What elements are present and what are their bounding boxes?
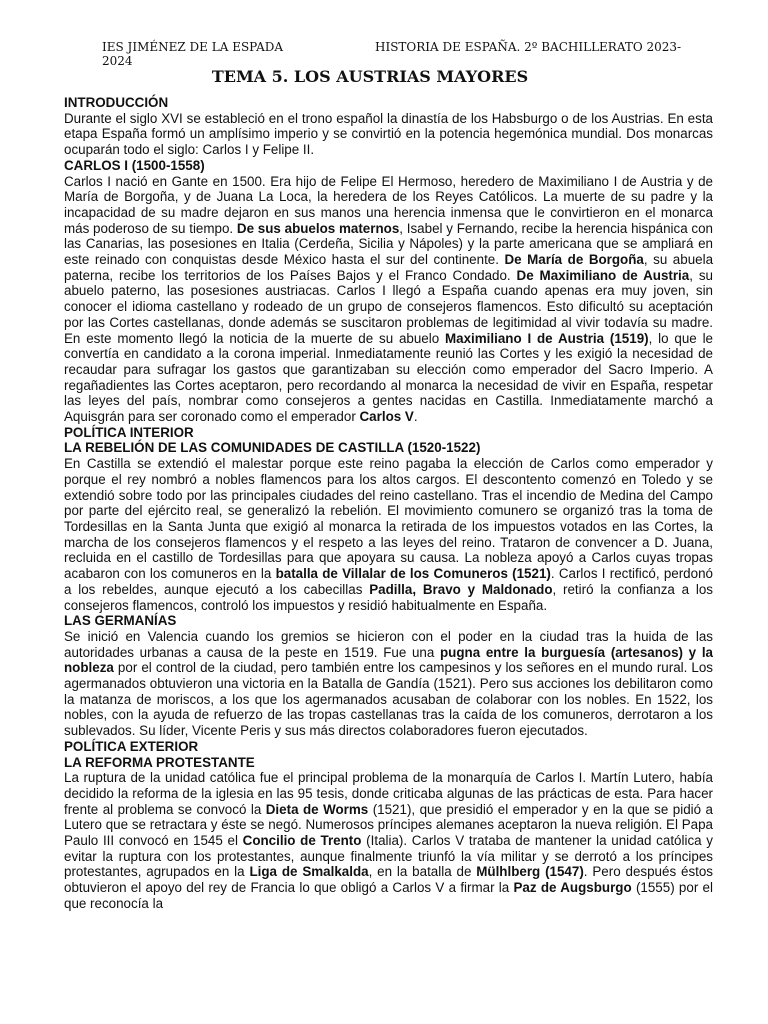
text-run: (Italia). Carlos V trataba de mantener la unidad católica y evitar la ruptura con los protestantes, aunque finalmente triunfó la vía militar y se derrotó a los príncipes protestantes, agrupados en la — [64, 833, 713, 880]
bold-term: Liga de Smalkalda — [249, 864, 369, 880]
section-heading-comunidades: LA REBELIÓN DE LAS COMUNIDADES DE CASTILLA (1520-1522) — [64, 440, 481, 456]
text-run: Carlos I nació en Gante en 1500. Era hijo de Felipe El Hermoso, heredero de Maximiliano I de Austria y de María de Borgoña, y de Juana La Loca, la heredera de los Reyes Católicos. La muerte de su padre y la incapacidad de su madre dejaron en sus manos una herencia inmensa que le convirtieron en el monarca más poderoso de su tiempo. — [64, 173, 713, 236]
header-school: IES JIMÉNEZ DE LA ESPADA — [102, 40, 284, 54]
text-run: (1521), que presidió el emperador y en la que se pidió a Lutero que se retractara y éste se negó. Numerosos príncipes alemanes aceptaron la nueva religión. El Papa Paulo III convocó en 1545 el — [64, 801, 713, 849]
section-heading-carlos: CARLOS I (1500-1558) — [64, 157, 205, 173]
bold-term: Maximiliano I de Austria (1519) — [445, 330, 649, 346]
text-run: La ruptura de la unidad católica fue el principal problema de la monarquía de Carlos I. Martín Lutero, había decidido la reforma de la iglesia en las 95 tesis, donde criticaba algunas de las prácticas de esta. Para hacer frente al problema se convocó la — [64, 770, 713, 817]
text-run: . Carlos I rectificó, perdonó a los rebeldes, aunque ejecutó a los cabecillas — [64, 566, 713, 597]
bold-term: batalla de Villalar de los Comuneros (1521) — [275, 566, 551, 582]
paragraph-reforma — [64, 770, 713, 911]
bold-term: Padilla, Bravo y Maldonado — [369, 581, 553, 597]
section-heading-politica-exterior: POLÍTICA EXTERIOR — [64, 738, 199, 754]
paragraph-intro: Durante el siglo XVI se estableció en el trono español la dinastía de los Habsburgo o de los Austrias. En esta etapa España formó un amplísimo imperio y se convirtió en la potencia hegemónica mundial. Dos monarcas ocuparán todo el siglo: Carlos I y Felipe II. — [64, 110, 713, 158]
page-title: TEMA 5. LOS AUSTRIAS MAYORES — [211, 67, 529, 86]
section-heading-intro: INTRODUCCIÓN — [64, 95, 169, 110]
text-run: , en la batalla de — [368, 864, 477, 880]
bold-term: De Maximiliano de Austria — [516, 267, 690, 283]
text-run: , Isabel y Fernando, recibe la herencia hispánica con las Canarias, las posesiones en Italia (Cerdeña, Sicilia y Nápoles) y la parte americana que se ampliará en este reinado con conquistas desde México hasta el sur del continente. — [64, 220, 714, 268]
paragraph-carlos — [64, 174, 713, 425]
paragraph-germanias — [64, 629, 713, 739]
bold-term: Concilio de Trento — [242, 833, 362, 849]
text-run: , retiró la confianza a los consejeros flamencos, controló los impuestos y residió habitualmente en España. — [64, 581, 713, 613]
section-heading-reforma: LA REFORMA PROTESTANTE — [64, 754, 255, 770]
text-run: por el control de la ciudad, pero también entre los campesinos y los señores en el mundo rural. Los agermanados obtuvieron una victoria en la Batalla de Gandía (1521). Pero sus acciones los debilitaron como la matanza de moriscos, a los que los agermanados acusaban de colaborar con los nobles. En 1522, los nobles, con la ayuda de refuerzo de las tropas castellanas tras la caída de los comuneros, derrotaron a los sublevados. Su líder, Vicente Peris y sus más directos colaboradores fueron ejecutados. — [64, 660, 713, 739]
bold-term: Carlos V — [359, 409, 414, 425]
bold-term: De María de Borgoña — [504, 252, 644, 268]
text-run: En Castilla se extendió el malestar porque este reino pagaba la elección de Carlos como emperador y porque el rey nombró a nobles flamencos para los altos cargos. El descontento comenzó en Toledo y se extendió sobre todo por las principales ciudades del reino castellano. Tras el incendio de Medina del Campo por parte del ejército real, se generalizó la rebelión. El movimiento comunero se organizó tras la toma de Tordesillas en la Santa Junta que exigió al monarca la retirada de los impuestos votados en las Cortes, la marcha de los consejeros flamencos y el respeto a las leyes del reino. Trataron de convencer a D. Juana, recluida en el castillo de Tordesillas para que apoyara su causa. La nobleza apoyó a Carlos cuyas tropas acabaron con los comuneros en la — [64, 456, 713, 582]
bold-term: Mülhlberg (1547) — [476, 864, 584, 880]
text-run: Se inició en Valencia cuando los gremios se hicieron con el poder en la ciudad tras la huida de las autoridades urbanas a causa de la peste en 1519. Fue una — [64, 628, 713, 660]
document-body — [64, 95, 713, 912]
bold-term: De sus abuelos maternos — [236, 220, 400, 236]
section-heading-germanias: LAS GERMANÍAS — [64, 613, 177, 629]
bold-term: Paz de Augsburgo — [513, 880, 632, 896]
bold-term: pugna entre la burguesía (artesanos) y la nobleza — [64, 644, 713, 676]
bold-term: Dieta de Worms — [265, 801, 369, 817]
text-run: (1555) por el que reconocía la — [64, 880, 713, 911]
text-run: . — [413, 409, 418, 425]
section-heading-politica-interior: POLÍTICA INTERIOR — [64, 424, 194, 440]
text-run: . Pero después éstos obtuvieron el apoyo del rey de Francia lo que obligó a Carlos V a firmar la — [64, 864, 714, 896]
text-run: , su abuela paterna, recibe los territorios de los Países Bajos y el Franco Condado. — [64, 252, 714, 283]
text-run: , lo que le convertía en candidato a la corona imperial. Inmediatamente reunió las Cortes y les exigió la necesidad de recaudar para sufragar los gastos que garantizaban su elección como emperador del Sacro Imperio. A regañadientes las Cortes aceptaron, pero recordando al monarca la necesidad de vivir en España, respetar las leyes del país, nombrar como consejeros a gentes nacidas en Castilla. Inmediatamente marchó a Aquisgrán para ser coronado como el emperador — [64, 330, 713, 425]
paragraph-comunidades — [64, 456, 713, 613]
text-run: , su abuelo paterno, las posesiones austriacas. Carlos I llegó a España cuando apenas era muy joven, sin conocer el idioma castellano y rodeado de un grupo de consejeros flamencos. Esto dificultó su aceptación por las Cortes castellanas, donde además se suscitaron problemas de legitimidad al vivir todavía su madre. En este momento llegó la noticia de la muerte de su abuelo — [64, 267, 713, 346]
header-course-year: 2024 — [102, 54, 133, 68]
header-course: HISTORIA DE ESPAÑA. 2º BACHILLERATO 2023- — [375, 40, 682, 54]
